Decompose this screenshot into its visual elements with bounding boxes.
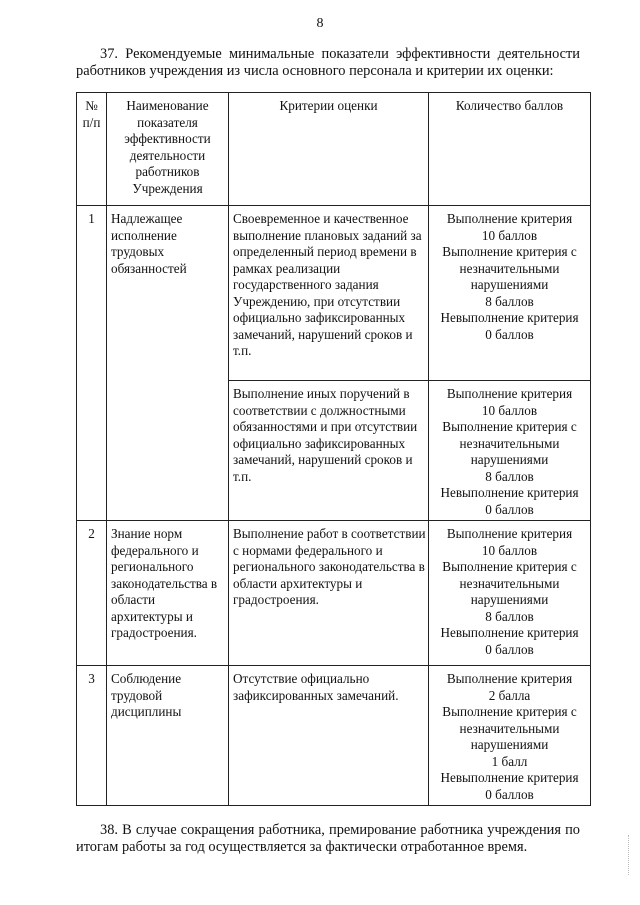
- row-score: [429, 206, 591, 381]
- row-criteria: Отсутствие официально зафиксированных замечаний.: [229, 666, 429, 806]
- table-header-row: [77, 93, 591, 206]
- score-line: 1 балл: [491, 753, 528, 769]
- row-num: 2: [77, 521, 107, 666]
- score-line: 2 балла: [488, 687, 531, 703]
- header-name: Наименование показателя эффективности деятельности работников Учреждения: [107, 93, 229, 206]
- row-criteria: Выполнение работ в соответствии с нормами федерального и регионального законодательства в области архитектуры и градостроения.: [229, 521, 429, 666]
- row-num: 3: [77, 666, 107, 806]
- score-line: 0 баллов: [485, 326, 534, 342]
- score-line: Выполнение критерия с незначительными нарушениями: [442, 559, 577, 607]
- score-line: 8 баллов: [485, 608, 534, 624]
- score-line: Невыполнение критерия: [440, 310, 579, 325]
- score-line: 10 баллов: [481, 402, 538, 418]
- score-line: 0 баллов: [485, 501, 534, 517]
- score-line: 10 баллов: [481, 227, 538, 243]
- score-line: Выполнение критерия: [446, 671, 573, 686]
- header-criteria: Критерии оценки: [229, 93, 429, 206]
- row-name: Знание норм федерального и регионального законодательства в области архитектуры и градостроения.: [107, 521, 229, 666]
- score-line: Выполнение критерия с незначительными нарушениями: [442, 704, 577, 752]
- paragraph-38: 38. В случае сокращения работника, премирование работника учреждения по итогам работы за год осуществляется за фактически отработанное время.: [76, 822, 580, 855]
- paragraph-37: 37. Рекомендуемые минимальные показатели эффективности деятельности работников учреждения из числа основного персонала и критерии их оценки:: [76, 46, 580, 79]
- page-number: 8: [316, 16, 324, 31]
- score-line: 10 баллов: [481, 542, 538, 558]
- table-row: [77, 206, 591, 381]
- row-criteria: Своевременное и качественное выполнение плановых заданий за определенный период времени в рамках реализации государственного задания Учреждению, при отсутствии официально зафиксированных замечаний, нарушений сроков и т.п.: [229, 206, 429, 381]
- table-row: [77, 521, 591, 666]
- score-line: 0 баллов: [485, 786, 534, 802]
- score-line: Невыполнение критерия: [440, 485, 579, 500]
- row-score: [429, 521, 591, 666]
- row-name: Соблюдение трудовой дисциплины: [107, 666, 229, 806]
- score-line: 0 баллов: [485, 641, 534, 657]
- scan-artifact: [628, 835, 631, 875]
- row-score: [429, 381, 591, 521]
- score-line: Выполнение критерия с незначительными нарушениями: [442, 419, 577, 467]
- row-score: [429, 666, 591, 806]
- header-score: Количество баллов: [429, 93, 591, 206]
- score-line: 8 баллов: [485, 468, 534, 484]
- row-name: Надлежащее исполнение трудовых обязанностей: [107, 206, 229, 521]
- row-num: 1: [77, 206, 107, 521]
- score-line: Выполнение критерия: [446, 386, 573, 401]
- score-line: Выполнение критерия: [446, 211, 573, 226]
- header-num: № п/п: [77, 93, 107, 206]
- row-criteria: Выполнение иных поручений в соответствии с должностными обязанностями и при отсутствии официально зафиксированных замечаний, нарушений сроков и т.п.: [229, 381, 429, 521]
- score-line: Выполнение критерия: [446, 526, 573, 541]
- criteria-table: [76, 92, 591, 806]
- score-line: Невыполнение критерия: [440, 625, 579, 640]
- score-line: 8 баллов: [485, 293, 534, 309]
- score-line: Невыполнение критерия: [440, 770, 579, 785]
- score-line: Выполнение критерия с незначительными нарушениями: [442, 244, 577, 292]
- table-row: [77, 666, 591, 806]
